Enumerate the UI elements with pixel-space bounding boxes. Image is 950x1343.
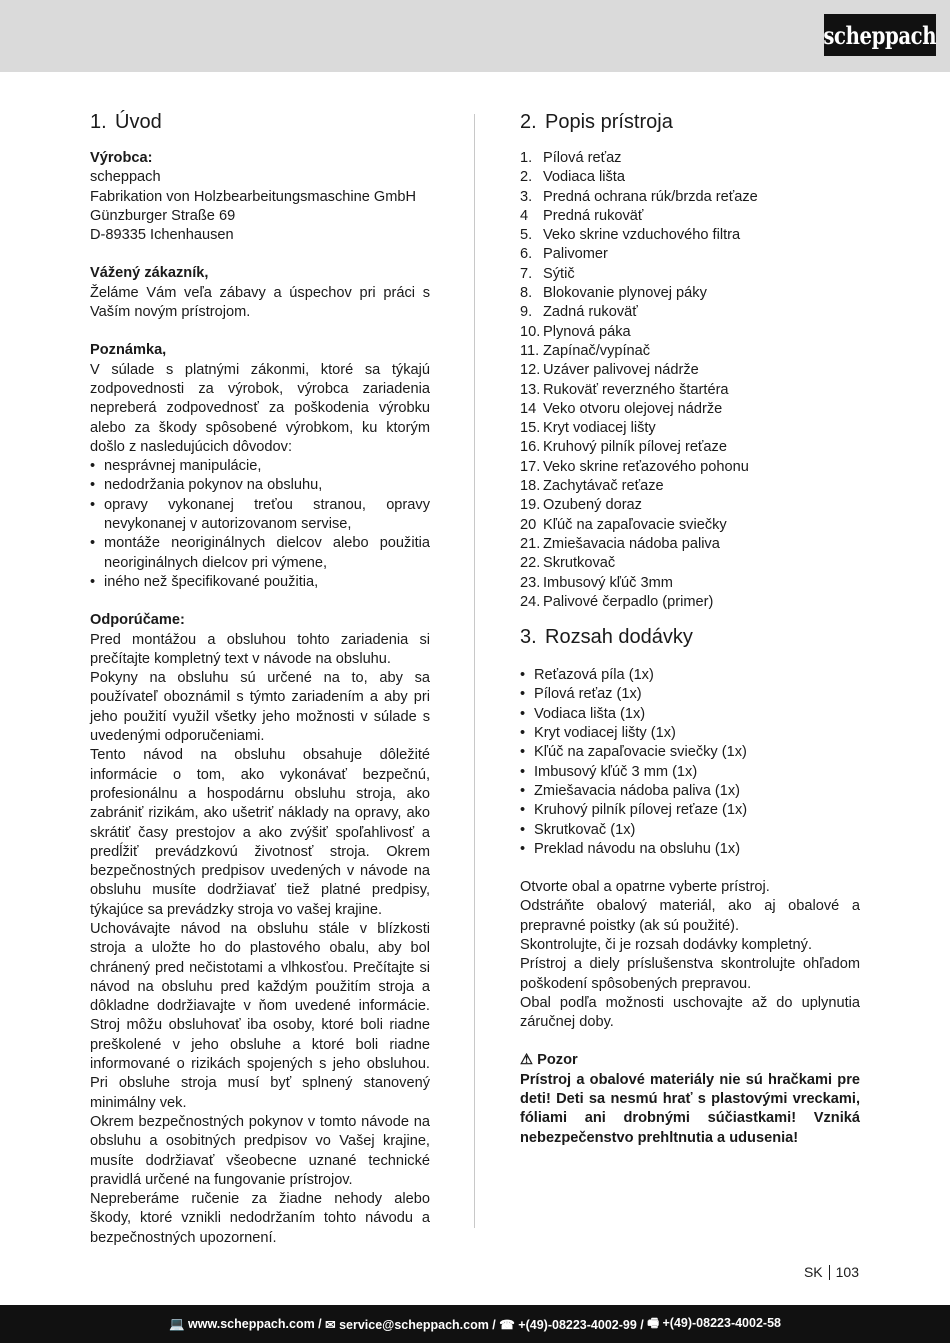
section-heading-scope	[520, 625, 860, 649]
scope-list	[520, 666, 860, 859]
part-number: 17.	[520, 458, 541, 475]
part-label: Plynová páka	[543, 323, 631, 340]
part-label: Veko otvoru olejovej nádrže	[543, 400, 723, 417]
part-label: Uzáver palivovej nádrže	[543, 362, 699, 379]
parts-list	[520, 149, 860, 612]
scope-list-item: • Kľúč na zapaľovacie sviečky (1x)	[520, 743, 860, 762]
page-number	[804, 1264, 859, 1280]
part-number: 4	[520, 207, 529, 224]
part-number: 8.	[520, 285, 533, 302]
part-label: Ozubený doraz	[543, 497, 642, 514]
part-label: Vodiaca lišta	[543, 169, 625, 186]
note-label: Poznámka,	[90, 342, 167, 359]
dear-customer-text: Želáme Vám veľa zábavy a úspechov pri práci s Vaším novým prístrojom.	[90, 284, 430, 321]
part-number: 3.	[520, 188, 533, 205]
part-label: Pílová reťaz	[543, 150, 622, 166]
part-label: Palivomer	[543, 246, 608, 263]
parts-list-item	[520, 438, 860, 457]
parts-list-item	[520, 574, 860, 593]
part-label: Zadná rukoväť	[543, 304, 638, 321]
note-bullet-list	[90, 457, 430, 592]
address-line: D-89335 Ichenhausen	[90, 227, 234, 244]
right-column	[520, 110, 860, 1148]
column-divider	[474, 114, 475, 1228]
address-line: Fabrikation von Holzbearbeitungsmaschine GmbH	[90, 188, 417, 205]
footer-fax: 🖷 +(49)-08223-4002-58	[647, 1315, 781, 1330]
scope-list-item: • Preklad návodu na obsluhu (1x)	[520, 840, 860, 859]
page-number-value: 103	[835, 1264, 859, 1280]
part-number: 22.	[520, 555, 541, 572]
parts-list-item	[520, 188, 860, 207]
part-label: Rukoväť reverzného štartéra	[543, 381, 729, 398]
parts-list-item	[520, 149, 860, 168]
parts-list-item	[520, 554, 860, 573]
part-number: 6.	[520, 246, 533, 263]
scope-list-item: • Vodiaca lišta (1x)	[520, 705, 860, 724]
part-label: Predná rukoväť	[543, 207, 644, 224]
brand-logo-text: scheppach	[823, 20, 937, 50]
parts-list-item	[520, 342, 860, 361]
part-number: 12.	[520, 362, 541, 379]
scope-list-item: • Zmiešavacia nádoba paliva (1x)	[520, 782, 860, 801]
part-label: Blokovanie plynovej páky	[543, 285, 707, 302]
part-number: 14	[520, 400, 537, 417]
part-number: 21.	[520, 535, 541, 552]
parts-list-item	[520, 245, 860, 264]
parts-list-item	[520, 516, 860, 535]
page-number-separator	[829, 1265, 830, 1280]
part-label: Kľúč na zapaľovacie sviečky	[543, 516, 727, 533]
part-number: 1.	[520, 150, 533, 166]
section-number: 2.	[520, 111, 537, 133]
unpack-instructions	[520, 878, 860, 1032]
manufacturer-label: Výrobca:	[90, 150, 153, 166]
parts-list-item	[520, 265, 860, 284]
part-number: 18.	[520, 478, 541, 495]
parts-list-item	[520, 458, 860, 477]
part-label: Predná ochrana rúk/brzda reťaze	[543, 188, 758, 205]
part-number: 23.	[520, 574, 541, 591]
parts-list-item	[520, 496, 860, 515]
unpack-line: Otvorte obal a opatrne vyberte prístroj.	[520, 879, 770, 896]
part-label: Palivové čerpadlo (primer)	[543, 593, 714, 610]
part-number: 13.	[520, 381, 541, 398]
scope-list-item: • Reťazová píla (1x)	[520, 666, 860, 685]
parts-list-item	[520, 593, 860, 612]
recommend-paragraph: Nepreberáme ručenie za žiadne nehody alebo škody, ktoré vznikli nedodržaním tohto návodu a bezpečnostných upozornení.	[90, 1191, 430, 1246]
footer-website[interactable]: 💻 www.scheppach.com /	[169, 1316, 326, 1331]
part-number: 16.	[520, 439, 541, 456]
part-label: Imbusový kľúč 3mm	[543, 574, 673, 591]
section-number: 1.	[90, 111, 107, 133]
part-label: Zachytávač reťaze	[543, 478, 664, 495]
parts-list-item	[520, 381, 860, 400]
brand-logo	[824, 14, 936, 56]
part-number: 2.	[520, 169, 533, 186]
parts-list-item	[520, 284, 860, 303]
scope-list-item: • Kruhový pilník pílovej reťaze (1x)	[520, 801, 860, 820]
list-item: • nesprávnej manipulácie,	[90, 457, 430, 476]
footer-phone: ☎ +(49)-08223-4002-99 /	[499, 1317, 648, 1332]
warning-box	[520, 1051, 860, 1147]
parts-list-item	[520, 400, 860, 419]
section-heading-intro	[90, 110, 430, 134]
recommend-paragraph: Pred montážou a obsluhou tohto zariadenia si prečítajte kompletný text v návode na obsluhu.	[90, 631, 430, 667]
list-item: • opravy vykonanej treťou stranou, opravy nevykonanej v autorizovanom servise,	[90, 496, 430, 535]
footer-bar	[0, 1305, 950, 1343]
unpack-line: Prístroj a diely príslušenstva skontrolujte ohľadom poškodení spôsobených prepravou.	[520, 956, 860, 992]
left-column	[90, 110, 430, 1248]
part-label: Skrutkovač	[543, 555, 616, 572]
dear-customer-label: Vážený zákazník,	[90, 265, 209, 282]
section-title: Úvod	[115, 111, 162, 133]
section-title: Popis prístroja	[545, 111, 673, 133]
part-label: Kryt vodiacej lišty	[543, 420, 656, 437]
manufacturer-address	[90, 168, 430, 245]
part-label: Sýtič	[543, 265, 575, 282]
scope-list-item: • Pílová reťaz (1x)	[520, 685, 860, 704]
note-text: V súlade s platnými zákonmi, ktoré sa týkajú zodpovednosti za výrobok, výrobca zariadenia nepreberá zodpovednosť za poškodenia výrobku alebo za škody spôsobené výrobkom, ku ktorým došlo z nasledujúcich dôvodov:	[90, 361, 430, 455]
parts-list-item	[520, 419, 860, 438]
parts-list-item	[520, 323, 860, 342]
unpack-line: Skontrolujte, či je rozsah dodávky kompletný.	[520, 936, 813, 953]
section-number: 3.	[520, 626, 537, 649]
part-label: Veko skrine vzduchového filtra	[543, 227, 741, 244]
parts-list-item	[520, 207, 860, 226]
parts-list-item	[520, 477, 860, 496]
part-label: Zapínač/vypínač	[543, 342, 651, 359]
parts-list-item	[520, 361, 860, 380]
address-line: scheppach	[90, 169, 161, 186]
part-label: Veko skrine reťazového pohonu	[543, 458, 749, 475]
recommend-paragraph: Okrem bezpečnostných pokynov v tomto návode na obsluhu a osobitných predpisov vo Vašej krajine, musíte dodržiavať všeobecne uznané technické pravidlá určené na fungovanie prístrojov.	[90, 1113, 430, 1188]
header-bar	[0, 0, 950, 72]
part-number: 7.	[520, 265, 533, 282]
unpack-line: Odstráňte obalový materiál, ako aj obalové a prepravné poistky (ak sú použité).	[520, 898, 860, 934]
recommend-paragraph: Uchovávajte návod na obsluhu stále v blízkosti stroja a uložte ho do plastového obalu, aby bol chránený pred nečistotami a vlhkosťou. Prečítajte si návod na obsluhu pred každým použitím stroja a dôkladne dodržiavajte v ňom uvedené informácie. Stroj môžu obsluhovať iba osoby, ktoré boli riadne preškolené v jeho obsluhe a ktoré boli riadne informované o rizikách spojených s jeho obsluhou. Pri obsluhe stroja musí byť splnený stanovený minimálny vek.	[90, 920, 430, 1111]
parts-list-item	[520, 168, 860, 187]
part-number: 9.	[520, 304, 533, 321]
warning-text: Prístroj a obalové materiály nie sú hračkami pre deti! Deti sa nesmú hrať s plastovými vreckami, fóliami ani drobnými súčiastkami! Vzniká nebezpečenstvo prehltnutia a udusenia!	[520, 1071, 860, 1146]
recommend-label: Odporúčame:	[90, 612, 185, 629]
part-label: Kruhový pilník pílovej reťaze	[543, 439, 727, 456]
section-heading-description	[520, 110, 860, 134]
part-number: 19.	[520, 497, 541, 514]
part-number: 15.	[520, 420, 541, 437]
scope-list-item: • Skrutkovač (1x)	[520, 821, 860, 840]
part-number: 5.	[520, 227, 533, 244]
list-item: • iného než špecifikované použitia,	[90, 573, 430, 592]
parts-list-item	[520, 226, 860, 245]
page-language: SK	[803, 1264, 823, 1280]
list-item: • montáže neoriginálnych dielcov alebo použitia neoriginálnych dielcov pri výmene,	[90, 534, 430, 573]
parts-list-item	[520, 535, 860, 554]
parts-list-item	[520, 303, 860, 322]
part-number: 10.	[520, 323, 541, 340]
recommend-paragraph: Pokyny na obsluhu sú určené na to, aby sa používateľ oboznámil s týmto zariadením a aby pri jeho použití využil všetky jeho možnosti v súlade s uvedenými odporučeniami.	[90, 670, 430, 745]
part-number: 24.	[520, 593, 541, 610]
part-number: 20	[520, 516, 537, 533]
part-number: 11.	[520, 342, 540, 359]
scope-list-item: • Kryt vodiacej lišty (1x)	[520, 724, 860, 743]
address-line: Günzburger Straße 69	[90, 207, 236, 224]
footer-email[interactable]: ✉ service@scheppach.com /	[325, 1317, 500, 1332]
recommend-paragraph: Tento návod na obsluhu obsahuje dôležité informácie o tom, ako vykonávať bezpečnú, profesionálnu a hospodárnu obsluhu stroja, ako zabrániť rizikám, ako ušetriť náklady na opravy, ako skrátiť časy prestojov a ako zvýšiť spoľahlivosť a predĺžiť prevádzkovú životnosť stroja. Okrem bezpečnostných predpisov uvedených v návode na obsluhu musíte dodržiavať tiež platné predpisy, týkajúce sa prevádzky stroja vo vašej krajine.	[90, 747, 430, 918]
unpack-line: Obal podľa možnosti uschovajte až do uplynutia záručnej doby.	[520, 994, 860, 1031]
scope-list-item: • Imbusový kľúč 3 mm (1x)	[520, 763, 860, 782]
list-item: • nedodržania pokynov na obsluhu,	[90, 476, 430, 495]
warning-title: ⚠ Pozor	[520, 1052, 578, 1069]
part-label: Zmiešavacia nádoba paliva	[543, 535, 720, 552]
section-title: Rozsah dodávky	[545, 626, 693, 649]
